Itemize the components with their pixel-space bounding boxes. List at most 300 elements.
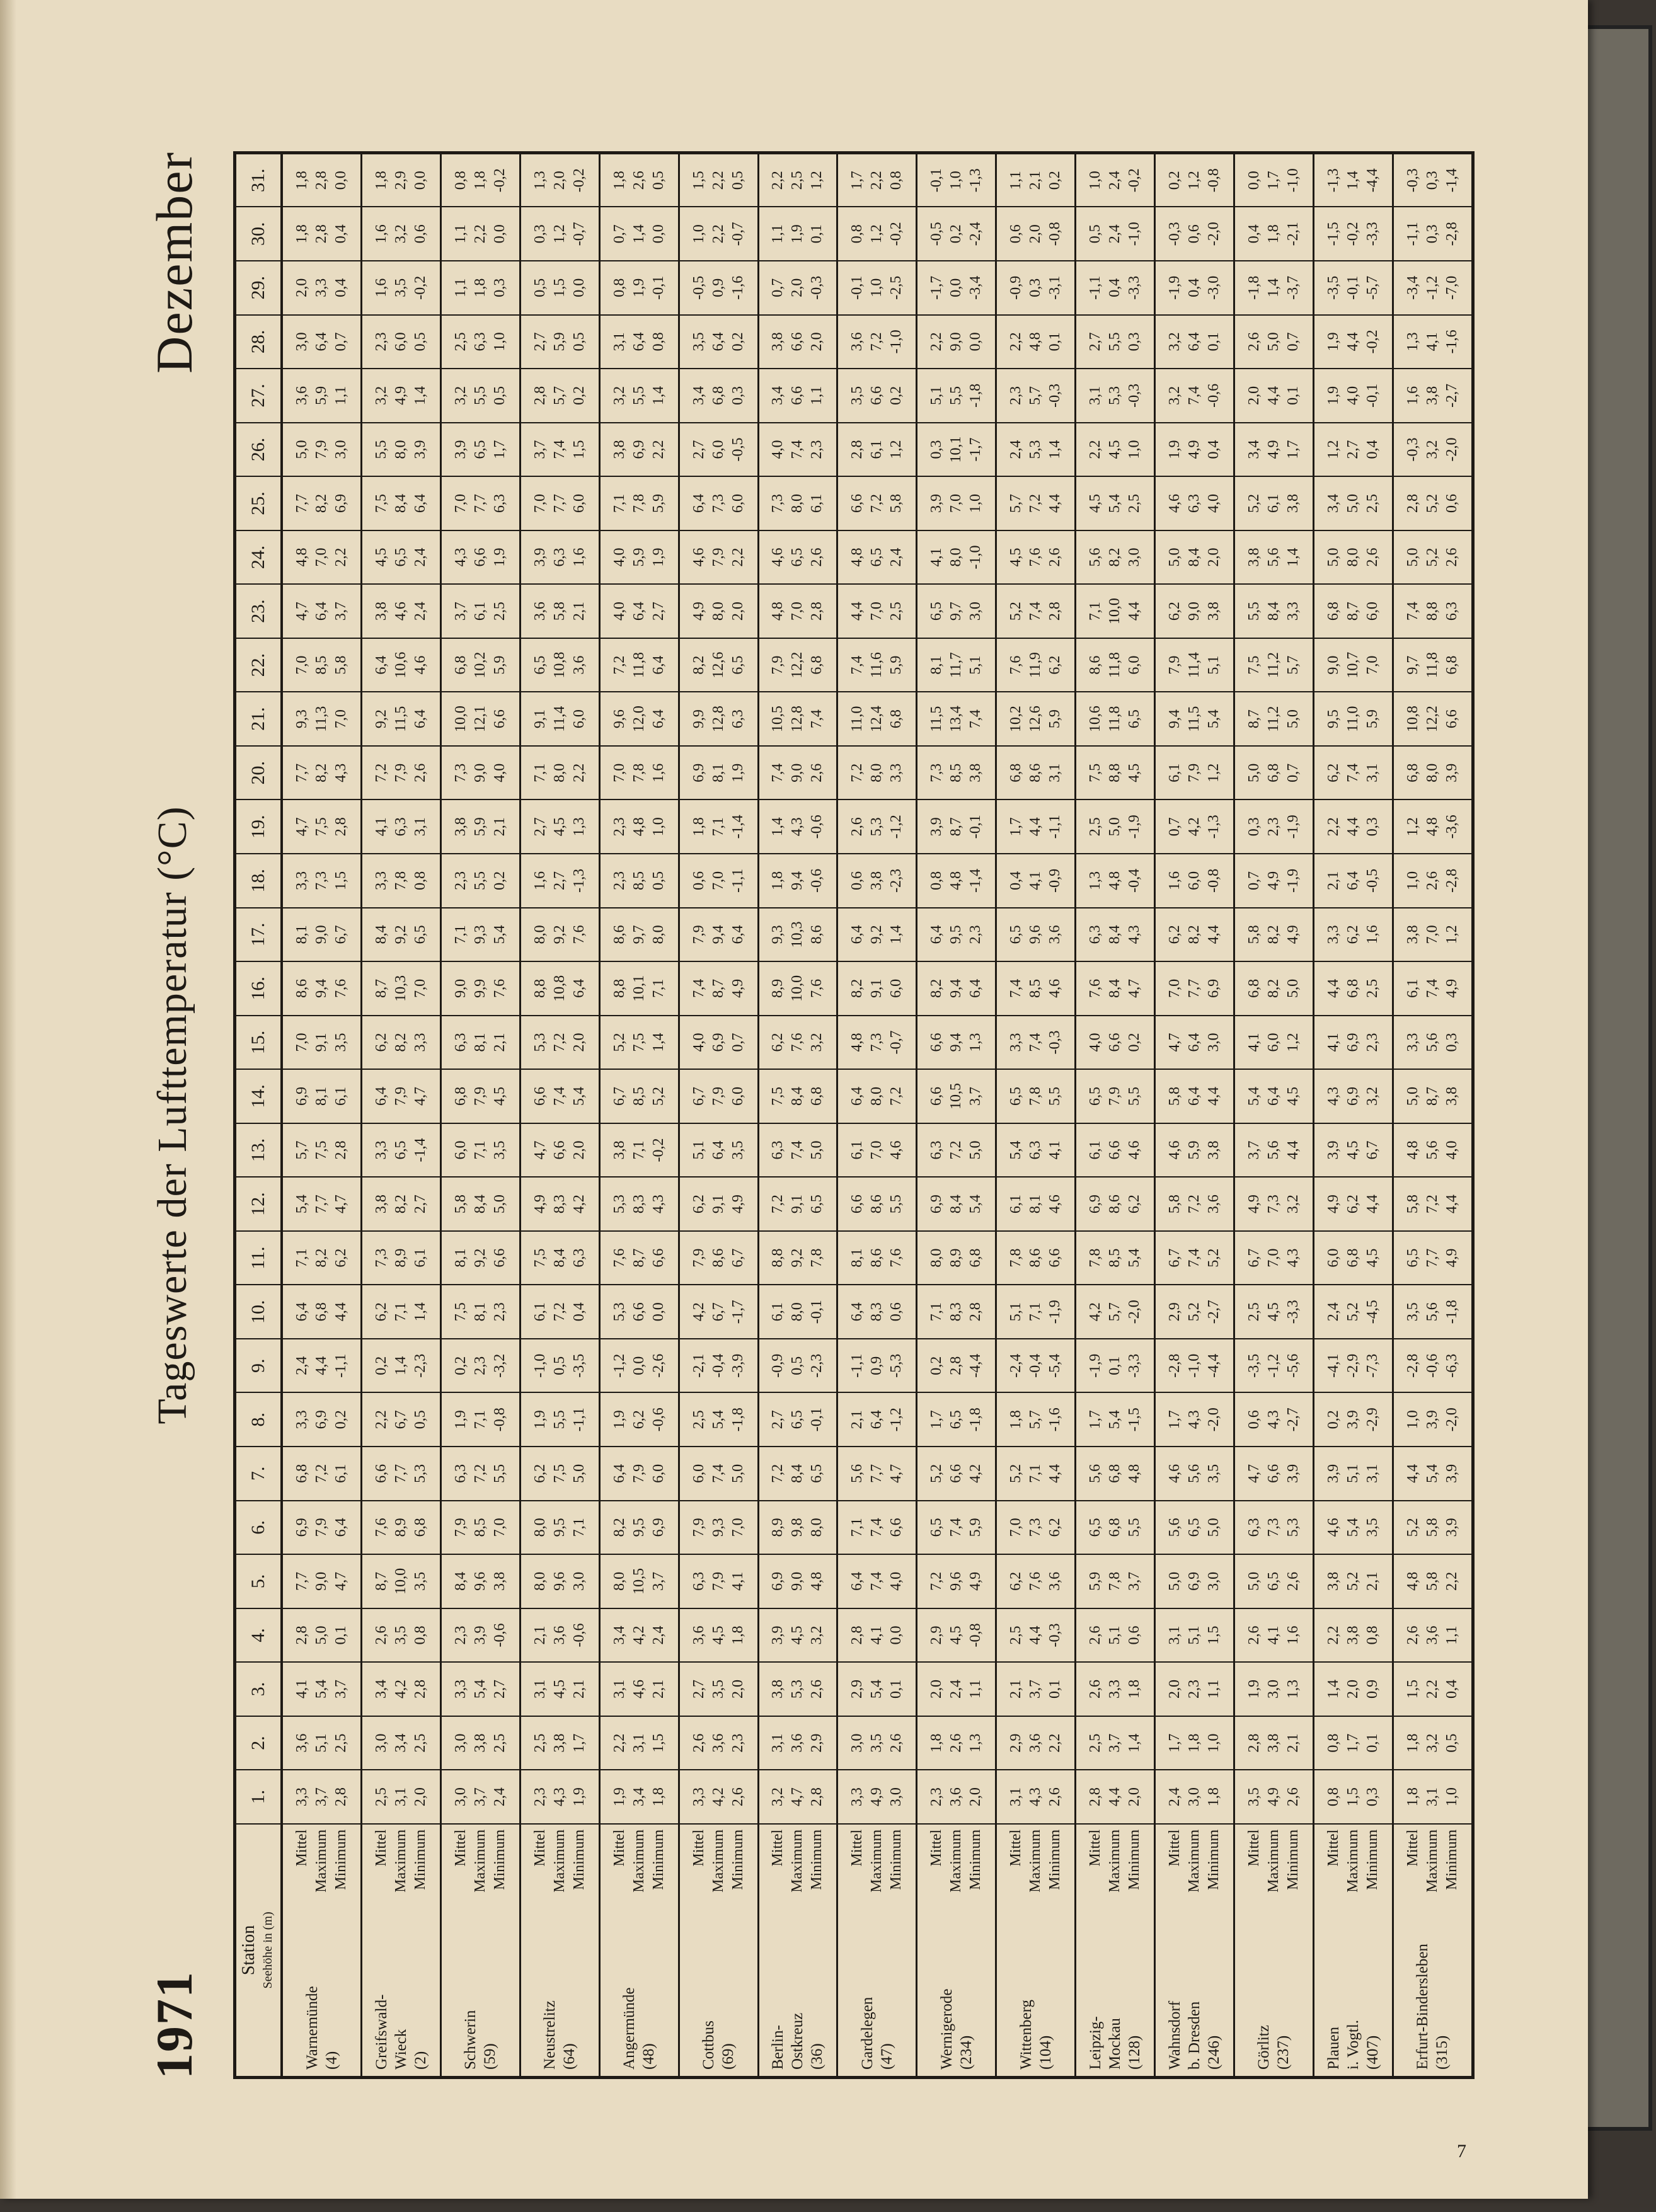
temperature-mittel: 3,6 [294, 1733, 311, 1753]
day-values-cell [1234, 530, 1313, 585]
temperature-minimum: 2,0 [729, 1680, 746, 1699]
row-type-label: Mittel [1325, 1829, 1342, 1867]
temperature-mittel: 3,8 [452, 817, 469, 837]
temperature-mittel: 5,2 [1404, 1518, 1421, 1537]
temperature-maximum: 8,4 [789, 1464, 806, 1483]
temperature-mittel: 4,2 [690, 1302, 707, 1322]
temperature-maximum: 7,9 [710, 547, 727, 567]
temperature-maximum: 8,4 [392, 493, 409, 513]
temperature-minimum: 2,4 [411, 547, 428, 567]
temperature-mittel: 4,3 [452, 547, 469, 567]
day-values-cell [917, 1662, 996, 1716]
row-type-label: Mittel [1166, 1829, 1183, 1867]
day-values-cell [362, 261, 441, 315]
station-row [440, 153, 520, 2078]
temperature-maximum: 4,4 [1344, 817, 1361, 837]
day-values-cell [679, 746, 758, 800]
day-values-cell [440, 961, 520, 1016]
temperature-minimum: 3,5 [1205, 1464, 1222, 1483]
temperature-maximum: 8,5 [630, 871, 647, 890]
day-values-cell [837, 908, 917, 962]
temperature-minimum: 7,6 [888, 1248, 905, 1268]
day-values-cell [758, 1123, 837, 1178]
temperature-minimum: 1,1 [808, 386, 825, 405]
day-values-cell [362, 1285, 441, 1339]
temperature-maximum: 7,5 [630, 1033, 647, 1052]
day-values-cell [917, 584, 996, 638]
temperature-maximum: 1,5 [1344, 1787, 1361, 1807]
temperature-maximum: 1,7 [1344, 1733, 1361, 1753]
day-values-cell [520, 1339, 599, 1393]
temperature-mittel: 10,6 [1087, 706, 1103, 733]
temperature-minimum: 0,7 [1284, 763, 1301, 782]
day-values-cell [1393, 1770, 1473, 1824]
day-values-cell [1154, 1716, 1234, 1770]
temperature-mittel: 3,3 [372, 1140, 389, 1160]
day-values-cell [1313, 1016, 1393, 1070]
temperature-minimum: -0,6 [650, 1407, 667, 1432]
day-values-cell [520, 908, 599, 962]
temperature-mittel: 6,4 [849, 925, 866, 944]
temperature-mittel: 1,7 [1087, 1410, 1103, 1430]
day-values-cell [837, 638, 917, 692]
temperature-mittel: 4,6 [1166, 493, 1183, 513]
temperature-mittel: 1,6 [372, 224, 389, 244]
temperature-minimum: 0,4 [333, 278, 350, 297]
day-values-cell [1313, 746, 1393, 800]
temperature-maximum: 8,2 [313, 1248, 330, 1268]
day-header: 13. [235, 1123, 282, 1178]
day-values-cell [837, 476, 917, 530]
temperature-maximum: 7,5 [313, 817, 330, 837]
temperature-maximum: 10,5 [630, 1567, 647, 1595]
temperature-maximum: 1,7 [1265, 171, 1282, 190]
temperature-maximum: 8,6 [1027, 763, 1044, 782]
temperature-maximum: 9,3 [710, 1518, 727, 1537]
station-name: Cottbus (69) [679, 1919, 758, 2078]
temperature-minimum: 6,4 [411, 493, 428, 513]
temperature-minimum: -2,1 [1284, 222, 1301, 246]
temperature-maximum: 4,8 [1027, 332, 1044, 352]
temperature-maximum: 11,8 [630, 652, 647, 679]
day-values-cell [1393, 638, 1473, 692]
day-values-cell [440, 261, 520, 315]
temperature-maximum: 5,0 [1344, 493, 1361, 513]
temperature-maximum: 4,5 [1265, 1302, 1282, 1322]
temperature-minimum: 2,5 [1364, 978, 1381, 998]
temperature-mittel: 3,2 [452, 386, 469, 405]
temperature-minimum: 5,4 [967, 1195, 984, 1214]
day-values-cell [520, 530, 599, 585]
temperature-mittel: 8,7 [372, 1571, 389, 1591]
day-values-cell [520, 1069, 599, 1123]
temperature-maximum: 8,6 [868, 1248, 885, 1268]
temperature-maximum: 6,5 [948, 1410, 965, 1430]
temperature-mittel: 5,4 [1008, 1140, 1025, 1160]
temperature-mittel: 4,1 [1245, 1033, 1262, 1052]
day-values-cell [1234, 1393, 1313, 1447]
temperature-maximum: 5,5 [551, 1410, 568, 1430]
day-values-cell [1393, 1016, 1473, 1070]
day-header: 16. [235, 961, 282, 1016]
temperature-mittel: 6,2 [372, 1033, 389, 1052]
temperature-mittel: 6,1 [769, 1302, 786, 1322]
temperature-mittel: 2,9 [928, 1625, 945, 1645]
temperature-mittel: 3,7 [452, 602, 469, 621]
temperature-maximum: 6,3 [1027, 1140, 1044, 1160]
temperature-minimum: 6,1 [808, 493, 825, 513]
temperature-maximum: 11,8 [1423, 652, 1440, 679]
row-type-label: Mittel [531, 1829, 548, 1867]
temperature-minimum: -0,5 [729, 437, 746, 462]
temperature-mittel: 4,6 [1166, 1140, 1183, 1160]
temperature-minimum: 2,1 [491, 1033, 508, 1052]
temperature-minimum: 4,7 [411, 1087, 428, 1106]
day-values-cell [520, 799, 599, 854]
row-type-label: Mittel [452, 1829, 469, 1867]
day-values-cell [996, 854, 1076, 908]
day-values-cell [917, 207, 996, 261]
day-values-cell [837, 530, 917, 585]
temperature-mittel: 5,0 [1166, 547, 1183, 567]
temperature-maximum: -1,2 [1265, 1353, 1282, 1378]
temperature-mittel: 7,2 [769, 1195, 786, 1214]
temperature-maximum: 8,0 [868, 763, 885, 782]
temperature-maximum: 9,0 [313, 925, 330, 944]
temperature-minimum: 4,4 [1443, 1195, 1460, 1214]
temperature-minimum: 5,5 [1126, 1518, 1142, 1537]
day-values-cell [282, 1447, 362, 1501]
temperature-minimum: 1,5 [333, 871, 350, 890]
temperature-maximum: 8,7 [1344, 602, 1361, 621]
temperature-minimum: 1,2 [888, 440, 905, 459]
temperature-minimum: 1,8 [1205, 1787, 1222, 1807]
temperature-maximum: -0,4 [710, 1353, 727, 1378]
temperature-mittel: 2,8 [294, 1625, 311, 1645]
temperature-minimum: -0,1 [808, 1407, 825, 1432]
temperature-mittel: 2,8 [1404, 493, 1421, 513]
temperature-minimum: 4,5 [1284, 1087, 1301, 1106]
temperature-mittel: 1,3 [1087, 871, 1103, 890]
row-type-label: Minimum [1284, 1829, 1301, 1890]
temperature-maximum: 6,4 [1185, 1087, 1202, 1106]
temperature-maximum: 11,2 [1265, 652, 1282, 679]
temperature-maximum: 1,4 [392, 1356, 409, 1375]
day-values-cell [440, 1608, 520, 1663]
day-header: 6. [235, 1501, 282, 1555]
temperature-mittel: 2,3 [1008, 386, 1025, 405]
temperature-maximum: 4,5 [1107, 440, 1123, 459]
temperature-minimum: 0,6 [1443, 493, 1460, 513]
temperature-minimum: 0,4 [1443, 1680, 1460, 1699]
day-values-cell [758, 369, 837, 423]
temperature-mittel: 9,7 [1404, 655, 1421, 675]
temperature-maximum: 7,8 [1107, 1571, 1123, 1591]
temperature-maximum: 8,5 [313, 655, 330, 675]
temperature-maximum: 7,0 [868, 1140, 885, 1160]
temperature-minimum: 3,1 [1047, 763, 1064, 782]
temperature-mittel: 6,5 [531, 655, 548, 675]
day-values-cell [679, 476, 758, 530]
temperature-maximum: 3,8 [1344, 1625, 1361, 1645]
temperature-maximum: 5,4 [868, 1680, 885, 1699]
temperature-mittel: 5,8 [1166, 1087, 1183, 1106]
temperature-mittel: 3,3 [1404, 1033, 1421, 1052]
temperature-minimum: 0,0 [967, 332, 984, 352]
temperature-maximum: 2,3 [1185, 1680, 1202, 1699]
temperature-mittel: 1,1 [452, 224, 469, 244]
temperature-mittel: 6,8 [452, 655, 469, 675]
temperature-maximum: 3,9 [471, 1625, 488, 1645]
temperature-mittel: 2,4 [1008, 440, 1025, 459]
station-column-header [235, 1824, 282, 2078]
temperature-minimum: 1,8 [729, 1625, 746, 1645]
day-values-cell [440, 746, 520, 800]
temperature-mittel: 3,7 [1245, 1140, 1262, 1160]
temperature-maximum: 6,6 [471, 547, 488, 567]
row-type-label: Minimum [1047, 1829, 1064, 1890]
temperature-maximum: 4,7 [789, 1787, 806, 1807]
temperature-mittel: -1,9 [1166, 275, 1183, 300]
temperature-mittel: 3,3 [1325, 925, 1342, 944]
temperature-mittel: 8,0 [611, 1571, 628, 1591]
temperature-minimum: 0,3 [1443, 1033, 1460, 1052]
temperature-maximum: 0,0 [948, 278, 965, 297]
temperature-mittel: 6,0 [452, 1140, 469, 1160]
temperature-mittel: 2,8 [1087, 1787, 1103, 1807]
temperature-maximum: 7,7 [1185, 978, 1202, 998]
temperature-minimum: -0,3 [1047, 383, 1064, 408]
temperature-minimum: 2,2 [1443, 1571, 1460, 1591]
day-values-cell [1154, 207, 1234, 261]
temperature-maximum: 1,4 [1265, 278, 1282, 297]
temperature-maximum: 8,6 [1027, 1248, 1044, 1268]
row-type-label: Mittel [769, 1829, 786, 1867]
temperature-mittel: 2,5 [531, 1733, 548, 1753]
temperature-mittel: 2,0 [1166, 1680, 1183, 1699]
day-values-cell [1313, 1662, 1393, 1716]
temperature-maximum: 6,2 [1344, 1195, 1361, 1214]
temperature-mittel: 3,3 [849, 1787, 866, 1807]
day-values-cell [1154, 584, 1234, 638]
day-values-cell [679, 854, 758, 908]
temperature-mittel: -3,4 [1404, 275, 1421, 300]
temperature-maximum: 8,3 [868, 1302, 885, 1322]
temperature-mittel: 4,6 [1166, 1464, 1183, 1483]
temperature-minimum: 6,5 [729, 655, 746, 675]
temperature-mittel: 6,5 [928, 1518, 945, 1537]
temperature-minimum: 7,0 [333, 709, 350, 729]
temperature-minimum: 5,4 [1205, 709, 1222, 729]
temperature-mittel: 4,1 [294, 1680, 311, 1699]
day-values-cell [837, 1231, 917, 1285]
temperature-minimum: -0,1 [650, 275, 667, 300]
temperature-maximum: 6,7 [710, 1302, 727, 1322]
temperature-maximum: 1,0 [948, 171, 965, 190]
temperature-mittel: 7,5 [531, 1248, 548, 1268]
temperature-minimum: 6,0 [888, 978, 905, 998]
temperature-maximum: 4,3 [1027, 1787, 1044, 1807]
temperature-minimum: -0,6 [491, 1623, 508, 1648]
day-values-cell [837, 746, 917, 800]
day-values-cell [1393, 476, 1473, 530]
temperature-minimum: 6,7 [1364, 1140, 1381, 1160]
day-values-cell [1076, 530, 1155, 585]
temperature-minimum: 5,0 [729, 1464, 746, 1483]
temperature-maximum: 4,4 [1344, 332, 1361, 352]
day-values-cell [1313, 1501, 1393, 1555]
day-values-cell [520, 1123, 599, 1178]
temperature-maximum: 7,2 [1185, 1195, 1202, 1214]
temperature-maximum: 7,1 [710, 817, 727, 837]
day-values-cell [917, 1177, 996, 1231]
temperature-minimum: -1,6 [1443, 330, 1460, 354]
temperature-minimum: 6,3 [1443, 602, 1460, 621]
day-values-cell [1393, 1662, 1473, 1716]
temperature-maximum: 10,3 [789, 921, 806, 948]
day-values-cell [1154, 153, 1234, 207]
day-values-cell [679, 1393, 758, 1447]
temperature-maximum: 9,5 [948, 925, 965, 944]
temperature-maximum: 5,0 [1265, 332, 1282, 352]
day-values-cell [362, 1231, 441, 1285]
temperature-maximum: 4,0 [1344, 386, 1361, 405]
day-values-cell [599, 207, 679, 261]
day-values-cell [440, 1770, 520, 1824]
temperature-maximum: 8,4 [948, 1195, 965, 1214]
day-values-cell [1313, 1393, 1393, 1447]
day-values-cell [1234, 746, 1313, 800]
temperature-mittel: 2,2 [372, 1410, 389, 1430]
temperature-minimum: 5,4 [1126, 1248, 1142, 1268]
day-header: 12. [235, 1177, 282, 1231]
day-values-cell [362, 908, 441, 962]
temperature-mittel: 2,6 [1087, 1680, 1103, 1699]
temperature-mittel: 6,2 [690, 1195, 707, 1214]
day-values-cell [599, 369, 679, 423]
temperature-minimum: 6,5 [1126, 709, 1142, 729]
temperature-mittel: 0,0 [1245, 171, 1262, 190]
temperature-mittel: 1,0 [690, 224, 707, 244]
day-values-cell [520, 1554, 599, 1608]
temperature-minimum: 0,7 [333, 332, 350, 352]
temperature-mittel: 3,4 [769, 386, 786, 405]
temperature-mittel: 3,8 [769, 332, 786, 352]
temperature-mittel: 2,0 [1245, 386, 1262, 405]
day-values-cell [917, 1501, 996, 1555]
temperature-maximum: 2,4 [1107, 224, 1123, 244]
temperature-maximum: 7,5 [551, 1464, 568, 1483]
temperature-minimum: 6,6 [888, 1518, 905, 1537]
temperature-minimum: -0,6 [808, 868, 825, 893]
temperature-mittel: 6,1 [1166, 763, 1183, 782]
row-type-label: Minimum [650, 1829, 667, 1890]
temperature-maximum: 7,7 [868, 1464, 885, 1483]
temperature-minimum: 4,5 [491, 1087, 508, 1106]
day-header: 24. [235, 530, 282, 585]
day-values-cell [837, 1285, 917, 1339]
temperature-mittel: 2,1 [1008, 1680, 1025, 1699]
day-values-cell [679, 530, 758, 585]
temperature-mittel: 5,2 [611, 1033, 628, 1052]
temperature-minimum: 2,8 [333, 817, 350, 837]
day-header: 2. [235, 1716, 282, 1770]
day-values-cell [282, 261, 362, 315]
temperature-minimum: 3,2 [808, 1033, 825, 1052]
station-subheader-label: Seehöhe in (m) [261, 1911, 275, 1989]
temperature-minimum: -1,2 [888, 815, 905, 839]
temperature-maximum: 5,7 [1027, 1410, 1044, 1430]
day-values-cell [1393, 1447, 1473, 1501]
temperature-mittel: 0,3 [531, 224, 548, 244]
temperature-mittel: 6,4 [928, 925, 945, 944]
temperature-minimum: 4,6 [411, 655, 428, 675]
temperature-mittel: 6,8 [294, 1464, 311, 1483]
temperature-minimum: -4,4 [1364, 168, 1381, 193]
temperature-maximum: 9,0 [789, 763, 806, 782]
temperature-mittel: 2,6 [372, 1625, 389, 1645]
temperature-maximum: 3,6 [710, 1733, 727, 1753]
temperature-minimum: 0,0 [570, 278, 587, 297]
temperature-minimum: -2,3 [808, 1353, 825, 1378]
temperature-minimum: 0,5 [411, 1410, 428, 1430]
temperature-mittel: 2,2 [611, 1733, 628, 1753]
day-values-cell [996, 207, 1076, 261]
temperature-mittel: 5,0 [1245, 763, 1262, 782]
temperature-maximum: 9,5 [551, 1518, 568, 1537]
temperature-mittel: 3,3 [372, 871, 389, 890]
temperature-mittel: 0,8 [452, 171, 469, 190]
page-title: Tageswerte der Lufttemperatur (°C) [149, 806, 195, 1424]
temperature-maximum: 5,7 [551, 386, 568, 405]
temperature-minimum: -1,0 [1126, 222, 1142, 246]
temperature-maximum: 10,2 [471, 651, 488, 679]
temperature-mittel: 1,3 [531, 171, 548, 190]
day-values-cell [599, 1716, 679, 1770]
day-values-cell [599, 692, 679, 746]
temperature-mittel: 6,4 [372, 1087, 389, 1106]
day-values-cell [282, 423, 362, 477]
temperature-minimum: 2,8 [333, 1787, 350, 1807]
temperature-maximum: 3,8 [551, 1733, 568, 1753]
temperature-maximum: 4,5 [710, 1625, 727, 1645]
temperature-minimum: 0,1 [808, 224, 825, 244]
temperature-maximum: 1,4 [630, 224, 647, 244]
day-values-cell [282, 315, 362, 369]
temperature-maximum: 4,4 [313, 1356, 330, 1375]
day-values-cell [758, 1501, 837, 1555]
temperature-maximum: 3,8 [471, 1733, 488, 1753]
temperature-mittel: 7,1 [452, 925, 469, 944]
page-spine-shadow [0, 0, 16, 2199]
row-type-label: Maximum [1423, 1829, 1440, 1893]
day-values-cell [679, 1231, 758, 1285]
temperature-maximum: 8,4 [789, 1087, 806, 1106]
temperature-mittel: 9,1 [531, 709, 548, 729]
day-values-cell [996, 584, 1076, 638]
temperature-mittel: 7,3 [372, 1248, 389, 1268]
temperature-mittel: 4,0 [611, 602, 628, 621]
temperature-maximum: 2,3 [1265, 817, 1282, 837]
day-values-cell [440, 153, 520, 207]
day-values-cell [520, 153, 599, 207]
temperature-mittel: 5,1 [928, 386, 945, 405]
temperature-maximum: 10,0 [1107, 598, 1123, 625]
temperature-mittel: 3,4 [1325, 493, 1342, 513]
temperature-minimum: 3,2 [1284, 1195, 1301, 1214]
day-values-cell [282, 153, 362, 207]
temperature-maximum: 9,3 [471, 925, 488, 944]
